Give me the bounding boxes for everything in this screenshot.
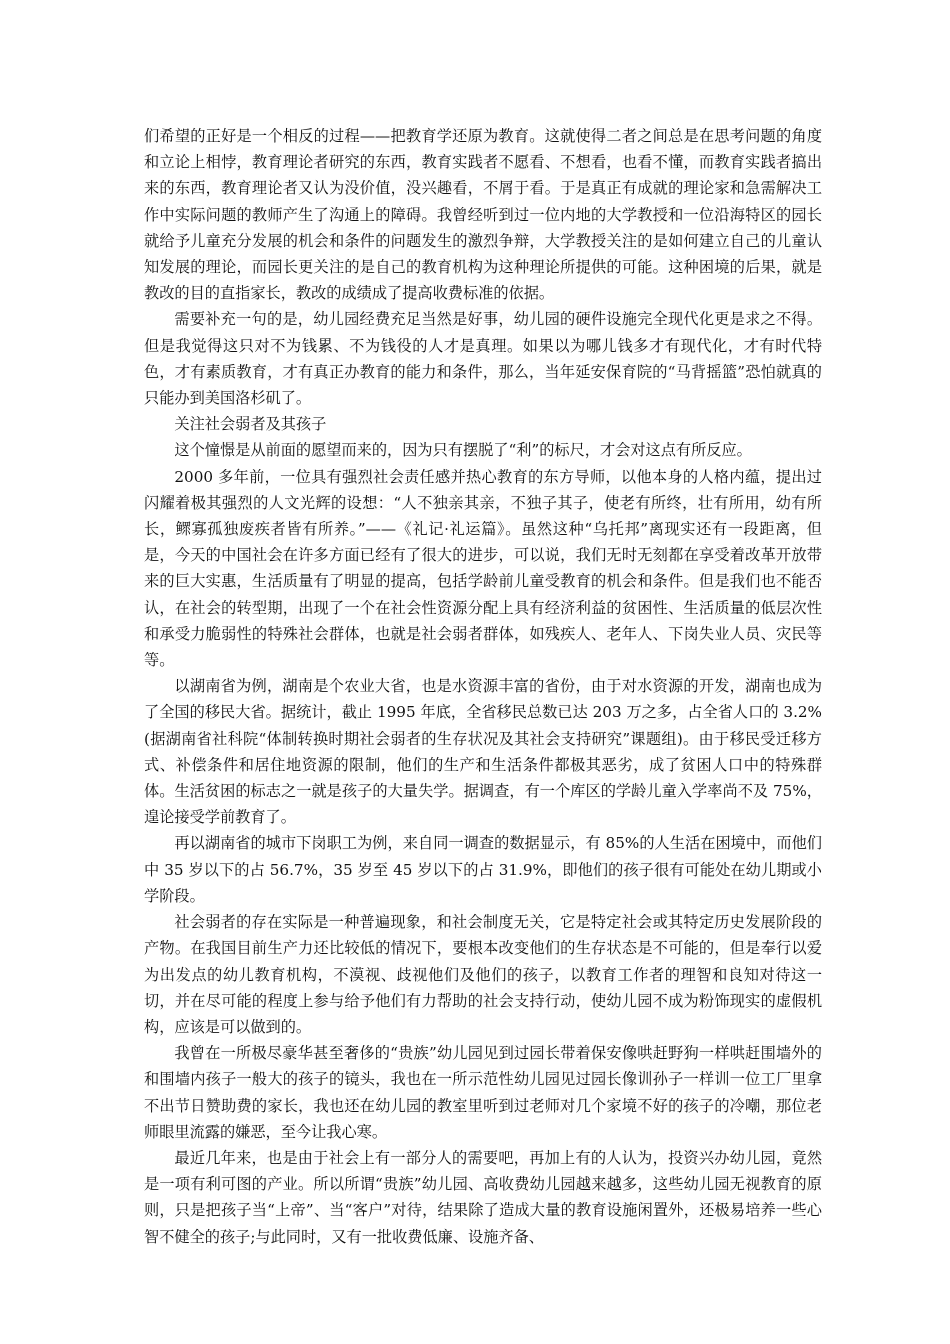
- paragraph-recent-years: 最近几年来，也是由于社会上有一部分人的需要吧，再加上有的人认为，投资兴办幼儿园，竟然是一项有利可图的产业。所以所谓“贵族”幼儿园、高收费幼儿园越来越多，这些幼儿园无视教育的原则，只是把孩子当“上帝”、当“客户”对待，结果除了造成大量的教育设施闲置外，还极易培养一些心智不健全的孩子;与此同时，又有一批收费低廉、设施齐备、: [144, 1148, 822, 1246]
- paragraph-anecdote: 我曾在一所极尽豪华甚至奢侈的“贵族”幼儿园见到过园长带着保安像哄赶野狗一样哄赶围墙外的和围墙内孩子一般大的孩子的镜头，我也在一所示范性幼儿园见过园长像训孙子一样训一位工厂里拿不出节日赞助费的家长，我也还在幼儿园的教室里听到过老师对几个家境不好的孩子的冷嘲，那位老师眼里流露的嫌恶，至今让我心寒。: [144, 1044, 822, 1141]
- paragraph-history: 2000 多年前，一位具有强烈社会责任感并热心教育的东方导师，以他本身的人格内蕴，提出过闪耀着极其强烈的人文光辉的设想：“人不独亲其亲，不独子其子，使老有所终，壮有所用，幼有所长，鳏寡孤独废疾者皆有所养。”——《礼记·礼运篇》。虽然这种“乌托邦”离现实还有一段距离，但是，今天的中国社会在许多方面已经有了很大的进步，可以说，我们无时无刻都在享受着改革开放带来的巨大实惠，生活质量有了明显的提高，包括学龄前儿童受教育的机会和条件。但是我们也不能否认，在社会的转型期，出现了一个在社会性资源分配上具有经济利益的贫困性、生活质量的低层次性和承受力脆弱性的特殊社会群体，也就是社会弱者群体，如残疾人、老年人、下岗失业人员、灾民等等。: [144, 467, 822, 670]
- paragraph-aspiration: 这个憧憬是从前面的愿望而来的，因为只有摆脱了“利”的标尺，才会对这点有所反应。: [174, 441, 752, 460]
- document-page: [144, 123, 822, 1250]
- paragraph-hunan-laid-off: 再以湖南省的城市下岗职工为例，来自同一调查的数据显示，有 85%的人生活在困境中，而他们中 35 岁以下的占 56.7%，35 岁至 45 岁以下的占 31.9%，即他们的孩子很有可能处在幼儿期或小学阶段。: [144, 834, 822, 905]
- paragraph-hunan-migrants: 以湖南省为例，湖南是个农业大省，也是水资源丰富的省份，由于对水资源的开发，湖南也成为了全国的移民大省。据统计，截止 1995 年底，全省移民总数已达 203 万之多，占全省人口的 3.2%(据湖南省社科院“体制转换时期社会弱者的生存状况及其社会支持研究”课题组)。由于移民受迁移方式、补偿条件和居住地资源的限制，他们的生产和生活条件都极其恶劣，成了贫困人口中的特殊群体。生活贫困的标志之一就是孩子的大量失学。据调查，有一个库区的学龄儿童入学率尚不及 75%，遑论接受学前教育了。: [144, 677, 822, 827]
- paragraph-social-weak: 社会弱者的存在实际是一种普遍现象，和社会制度无关，它是特定社会或其特定历史发展阶段的产物。在我国目前生产力还比较低的情况下，要根本改变他们的生存状态是不可能的，但是奉行以爱为出发点的幼儿教育机构，不漠视、歧视他们及他们的孩子，以教育工作者的理智和良知对待这一切，并在尽可能的程度上参与给予他们有力帮助的社会支持行动，使幼儿园不成为粉饰现实的虚假机构，应该是可以做到的。: [144, 913, 822, 1036]
- paragraph-funding: 需要补充一句的是，幼儿园经费充足当然是好事，幼儿园的硬件设施完全现代化更是求之不得。但是我觉得这只对不为钱累、不为钱役的人才是真理。如果以为哪儿钱多才有现代化，才有时代特色，才有素质教育，才有真正办教育的能力和条件，那么，当年延安保育院的“马背摇篮”恐怕就真的只能办到美国洛杉矶了。: [144, 310, 822, 408]
- paragraph-continuation: 们希望的正好是一个相反的过程——把教育学还原为教育。这就使得二者之间总是在思考问题的角度和立论上相悖，教育理论者研究的东西，教育实践者不愿看、不想看，也看不懂，而教育实践者搞出来的东西，教育理论者又认为没价值，没兴趣看，不屑于看。于是真正有成就的理论家和急需解决工作中实际问题的教师产生了沟通上的障碍。我曾经听到过一位内地的大学教授和一位沿海特区的园长就给予儿童充分发展的机会和条件的问题发生的激烈争辩，大学教授关注的是如何建立自己的儿童认知发展的理论，而园长更关注的是自己的教育机构为这种理论所提供的可能。这种困境的后果，就是教改的目的直指家长，教改的成绩成了提高收费标准的依据。: [144, 127, 822, 303]
- section-heading: 关注社会弱者及其孩子: [174, 415, 327, 434]
